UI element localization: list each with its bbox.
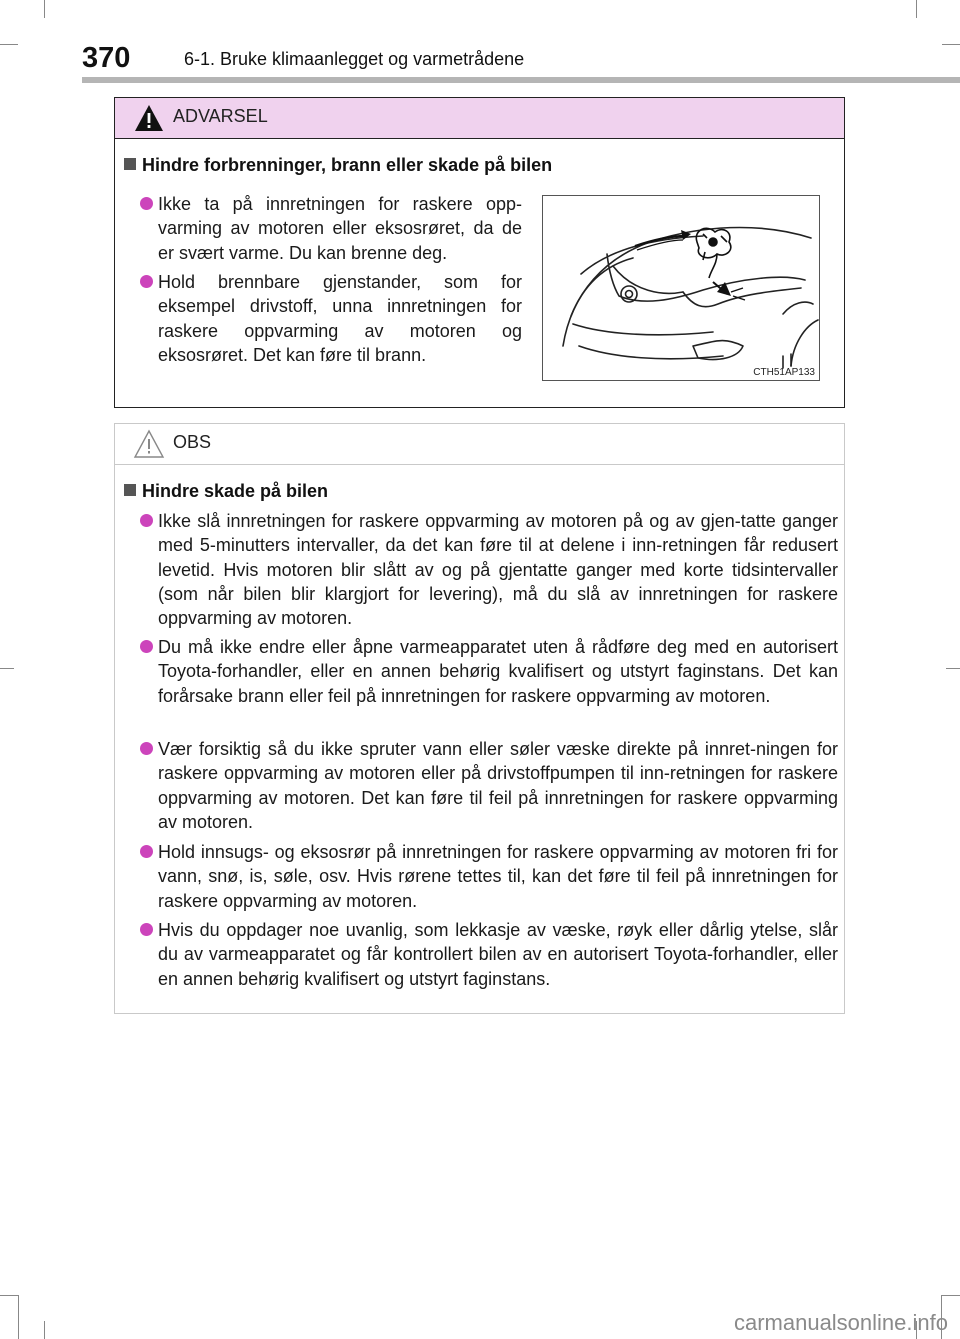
warning-bullet: Ikke ta på innretningen for raskere opp-varming av motoren eller eksosrøret, da de er svært varme. Du kan brenne deg. bbox=[158, 192, 522, 265]
page-number: 370 bbox=[82, 42, 131, 74]
crop-mark bbox=[0, 44, 18, 45]
warning-triangle-icon bbox=[133, 103, 165, 133]
notice-bullet: Du må ikke endre eller åpne varmeapparatet uten å rådføre deg med en autorisert Toyota-forhandler, eller en annen behørig kvalifisert og utstyrt faginstans. Det kan forårsake brann eller feil på innretningen for raskere oppvarming av motoren. bbox=[158, 635, 838, 708]
header-rule bbox=[82, 77, 960, 83]
bullet-dot-icon bbox=[140, 197, 153, 210]
figure-code: CTH51AP133 bbox=[753, 367, 815, 378]
section-title: 6-1. Bruke klimaanlegget og varmetrådene bbox=[184, 49, 525, 69]
notice-bullet: Hvis du oppdager noe uvanlig, som lekkasje av væske, røyk eller dårlig ytelse, slår du av varmeapparatet og får kontrollert bilen av en autorisert Toyota-forhandler, eller en annen behørig kvalifisert og utstyrt faginstans. bbox=[158, 918, 838, 991]
warning-heading: Hindre forbrenninger, brann eller skade på bilen bbox=[124, 155, 552, 176]
bullet-dot-icon bbox=[140, 845, 153, 858]
warning-bullet: Hold brennbare gjenstander, som for eksempel drivstoff, unna innretningen for raskere oppvarming av motoren og eksosrøret. Det kan føre til brann. bbox=[158, 270, 522, 367]
square-bullet-icon bbox=[124, 484, 136, 496]
crop-mark bbox=[44, 0, 45, 18]
notice-heading: Hindre skade på bilen bbox=[124, 481, 328, 502]
crop-mark bbox=[916, 0, 917, 18]
notice-bullet: Ikke slå innretningen for raskere oppvarming av motoren på og av gjen-tatte ganger med 5-minutters intervaller, da det kan føre til at delene i inn-retningen får redusert levetid. Hvis motoren blir slått av og på gjentatte ganger med korte tidsintervaller (som når bilen blir klargjort for levering), må du slå av innretningen for raskere oppvarming av motoren. bbox=[158, 509, 838, 630]
crop-mark bbox=[0, 668, 14, 669]
crop-mark bbox=[0, 1295, 18, 1296]
car-front-drawing bbox=[543, 196, 819, 380]
notice-label: OBS bbox=[173, 432, 212, 452]
bullet-dot-icon bbox=[140, 640, 153, 653]
engine-heater-illustration bbox=[542, 195, 820, 381]
bullet-dot-icon bbox=[140, 923, 153, 936]
crop-mark bbox=[44, 1321, 45, 1339]
page-header bbox=[82, 40, 960, 76]
watermark: carmanualsonline.info bbox=[733, 1310, 948, 1335]
notice-header bbox=[115, 424, 844, 465]
bullet-dot-icon bbox=[140, 514, 153, 527]
notice-triangle-icon bbox=[133, 429, 165, 459]
bullet-dot-icon bbox=[140, 742, 153, 755]
square-bullet-icon bbox=[124, 158, 136, 170]
bullet-dot-icon bbox=[140, 275, 153, 288]
crop-mark bbox=[942, 1295, 960, 1296]
notice-bullet: Vær forsiktig så du ikke spruter vann eller søler væske direkte på innret-ningen for raskere oppvarming av motoren eller på drivstoffpumpen til inn-retningen for raskere oppvarming av motoren. Det kan føre til feil på innretningen for raskere oppvarming av motoren. bbox=[158, 737, 838, 834]
crop-mark bbox=[946, 668, 960, 669]
notice-bullet: Hold innsugs- og eksosrør på innretningen for raskere oppvarming av motoren fri for vann, snø, is, søle, osv. Hvis rørene tettes til, kan det føre til feil på innretningen for raskere oppvarming av motoren. bbox=[158, 840, 838, 913]
warning-label: ADVARSEL bbox=[173, 106, 268, 126]
crop-mark bbox=[18, 1295, 19, 1339]
warning-header bbox=[115, 98, 844, 139]
